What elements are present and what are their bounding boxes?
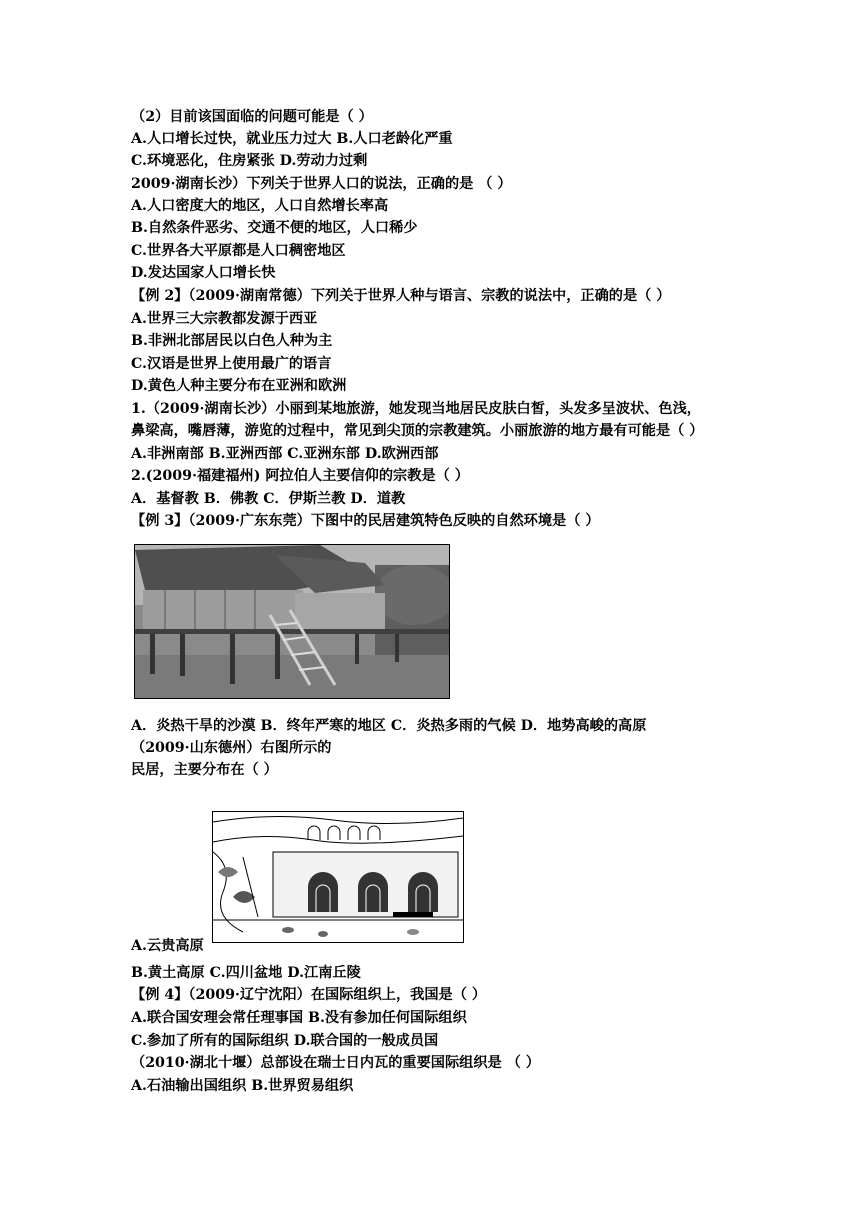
stilt-house-illustration	[135, 545, 449, 698]
question-2-stem: （2）目前该国面临的问题可能是（ ）	[131, 109, 373, 125]
option-line: C.汉语是世界上使用最广的语言	[131, 356, 332, 372]
stilt-house-photo	[134, 544, 450, 699]
option-line: C.世界各大平原都是人口稠密地区	[131, 243, 346, 259]
cave-dwelling-illustration	[213, 812, 463, 942]
option-line: A．基督教 B．佛教 C．伊斯兰教 D．道教	[131, 491, 406, 507]
option-line: A.联合国安理会常任理事国 B.没有参加任何国际组织	[131, 1010, 467, 1026]
option-line: A.人口增长过快，就业压力过大 B.人口老龄化严重	[131, 131, 453, 147]
option-line: B.自然条件恶劣、交通不便的地区，人口稀少	[131, 220, 418, 236]
example-3-stem: 【例 3】（2009·广东东莞）下图中的民居建筑特色反映的自然环境是（ ）	[131, 513, 600, 529]
option-line: D.发达国家人口增长快	[131, 265, 276, 281]
option-line: A.世界三大宗教都发源于西亚	[131, 311, 318, 327]
option-line: C.参加了所有的国际组织 D.联合国的一般成员国	[131, 1033, 439, 1049]
option-line: A.人口密度大的地区，人口自然增长率高	[131, 198, 389, 214]
option-line: A.非洲南部 B.亚洲西部 C.亚洲东部 D.欧洲西部	[131, 446, 439, 462]
option-line: A.云贵高原	[131, 938, 204, 954]
example-4-stem: 【例 4】（2009·辽宁沈阳）在国际组织上，我国是（ ）	[131, 987, 487, 1003]
cave-dwelling-drawing	[212, 811, 464, 943]
question-stem-continued: 鼻梁高，嘴唇薄，游览的过程中，常见到尖顶的宗教建筑。小丽旅游的地方最有可能是（ ）	[131, 423, 704, 439]
question-stem: 2.(2009·福建福州) 阿拉伯人主要信仰的宗教是（ ）	[131, 468, 469, 484]
question-stem: 1.（2009·湖南长沙）小丽到某地旅游，她发现当地居民皮肤白皙，头发多呈波状、色浅，	[131, 401, 701, 417]
question-stem: 2009·湖南长沙）下列关于世界人口的说法，正确的是 （ ）	[131, 176, 512, 192]
question-stem: （2010·湖北十堰）总部设在瑞士日内瓦的重要国际组织是 （ ）	[131, 1055, 540, 1071]
option-line: B.黄土高原 C.四川盆地 D.江南丘陵	[131, 965, 361, 981]
option-line: C.环境恶化，住房紧张 D.劳动力过剩	[131, 153, 368, 169]
question-stem: （2009·山东德州）右图所示的	[131, 740, 332, 756]
option-line: A.石油输出国组织 B.世界贸易组织	[131, 1078, 354, 1094]
option-line: B.非洲北部居民以白色人种为主	[131, 333, 333, 349]
example-2-stem: 【例 2】（2009·湖南常德）下列关于世界人种与语言、宗教的说法中，正确的是（ ）	[131, 288, 671, 304]
option-line: D.黄色人种主要分布在亚洲和欧洲	[131, 378, 347, 394]
option-line: A．炎热干旱的沙漠 B．终年严寒的地区 C．炎热多雨的气候 D．地势高峻的高原	[131, 718, 647, 734]
question-stem-continued: 民居，主要分布在（ ）	[131, 762, 278, 778]
